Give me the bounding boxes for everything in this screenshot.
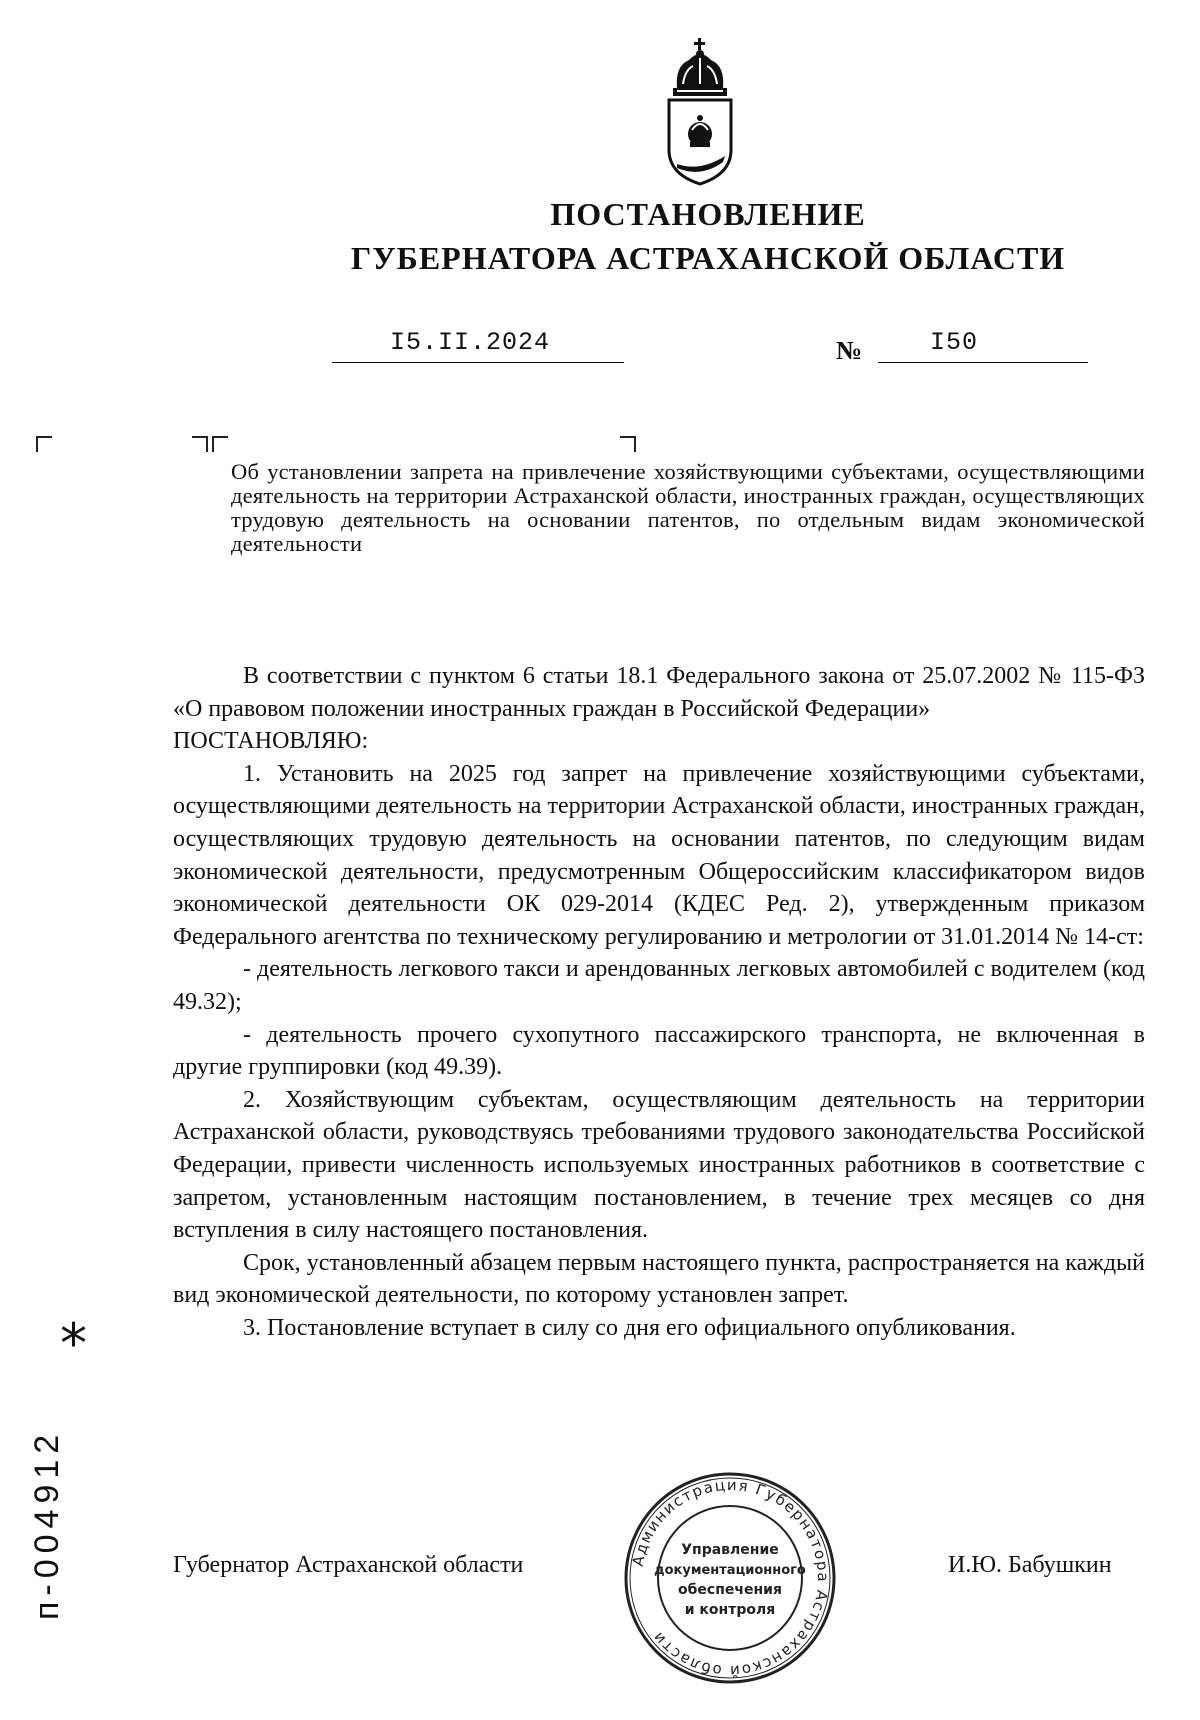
preamble-paragraph: В соответствии с пунктом 6 статьи 18.1 Федерального закона от 25.07.2002 № 115-ФЗ «О правовом положении иностранных граждан в Российской Федерации»: [173, 663, 1145, 722]
stamp-outer-text: Администрация Губернатора Астраханской области: [628, 1475, 833, 1681]
document-body: [173, 660, 1145, 1344]
decree-word: ПОСТАНОВЛЯЮ:: [173, 728, 369, 755]
side-mark: *: [60, 1312, 87, 1375]
subject-bracket-end: [620, 436, 636, 452]
item-1-bullet-1: - деятельность легкового такси и арендованных легковых автомобилей с водителем (код 49.32);: [173, 956, 1145, 1015]
official-stamp: [620, 1468, 840, 1688]
stamp-line-2: документационного: [654, 1563, 806, 1578]
number-underline: [878, 362, 1088, 363]
item-1-paragraph: 1. Установить на 2025 год запрет на привлечение хозяйствующими субъектами, осуществляющими деятельность на территории Астраханской области, иностранных граждан, осуществляющих трудовую деятельность на основании патентов, по следующим видам экономической деятельности, предусмотренным Общероссийским классификатором видов экономической деятельности ОК 029-2014 (КДЕС Ред. 2), утвержденным приказом Федерального агентства по техническому регулированию и метрологии от 31.01.2014 № 14-ст:: [173, 760, 1145, 950]
document-date: I5.II.2024: [390, 328, 551, 357]
issuer-title: ГУБЕРНАТОРА АСТРАХАНСКОЙ ОБЛАСТИ: [350, 240, 1066, 276]
number-sign: №: [836, 336, 863, 365]
stamp-line-3: обеспечения: [678, 1582, 782, 1598]
registration-code: п-004912: [28, 1428, 66, 1620]
subject-bracket-left-end: [192, 436, 208, 452]
item-2-term-paragraph: Срок, установленный абзацем первым настоящего пункта, распространяется на каждый вид экономической деятельности, по которому установлен запрет.: [173, 1249, 1145, 1309]
stamp-line-1: Управление: [681, 1542, 779, 1558]
date-underline: [332, 362, 624, 363]
signatory-name: И.Ю. Бабушкин: [948, 1552, 1112, 1578]
margin-corner-mark: [36, 436, 52, 452]
document-subject: Об установлении запрета на привлечение хозяйствующими субъектами, осуществляющими деятельность на территории Астраханской области, иностранных граждан, осуществляющих трудовую деятельность на основании патентов, по отдельным видам экономической деятельности: [231, 459, 1145, 556]
document-number: I50: [930, 328, 979, 357]
stamp-line-4: и контроля: [684, 1602, 776, 1618]
subject-bracket-start: [212, 436, 228, 452]
document-type-title: ПОСТАНОВЛЕНИЕ: [550, 196, 866, 232]
signatory-position: Губернатор Астраханской области: [173, 1552, 524, 1578]
item-3-paragraph: 3. Постановление вступает в силу со дня его официального опубликования.: [243, 1314, 1016, 1341]
item-1-bullet-2: - деятельность прочего сухопутного пассажирского транспорта, не включенная в другие группировки (код 49.39).: [173, 1021, 1145, 1081]
item-2-paragraph: 2. Хозяйствующим субъектам, осуществляющим деятельность на территории Астраханской области, руководствуясь требованиями трудового законодательства Российской Федерации, привести численность используемых иностранных работников в соответствие с запретом, установленным настоящим постановлением, в течение трех месяцев со дня вступления в силу настоящего постановления.: [173, 1086, 1145, 1244]
coat-of-arms-emblem: [663, 38, 737, 186]
